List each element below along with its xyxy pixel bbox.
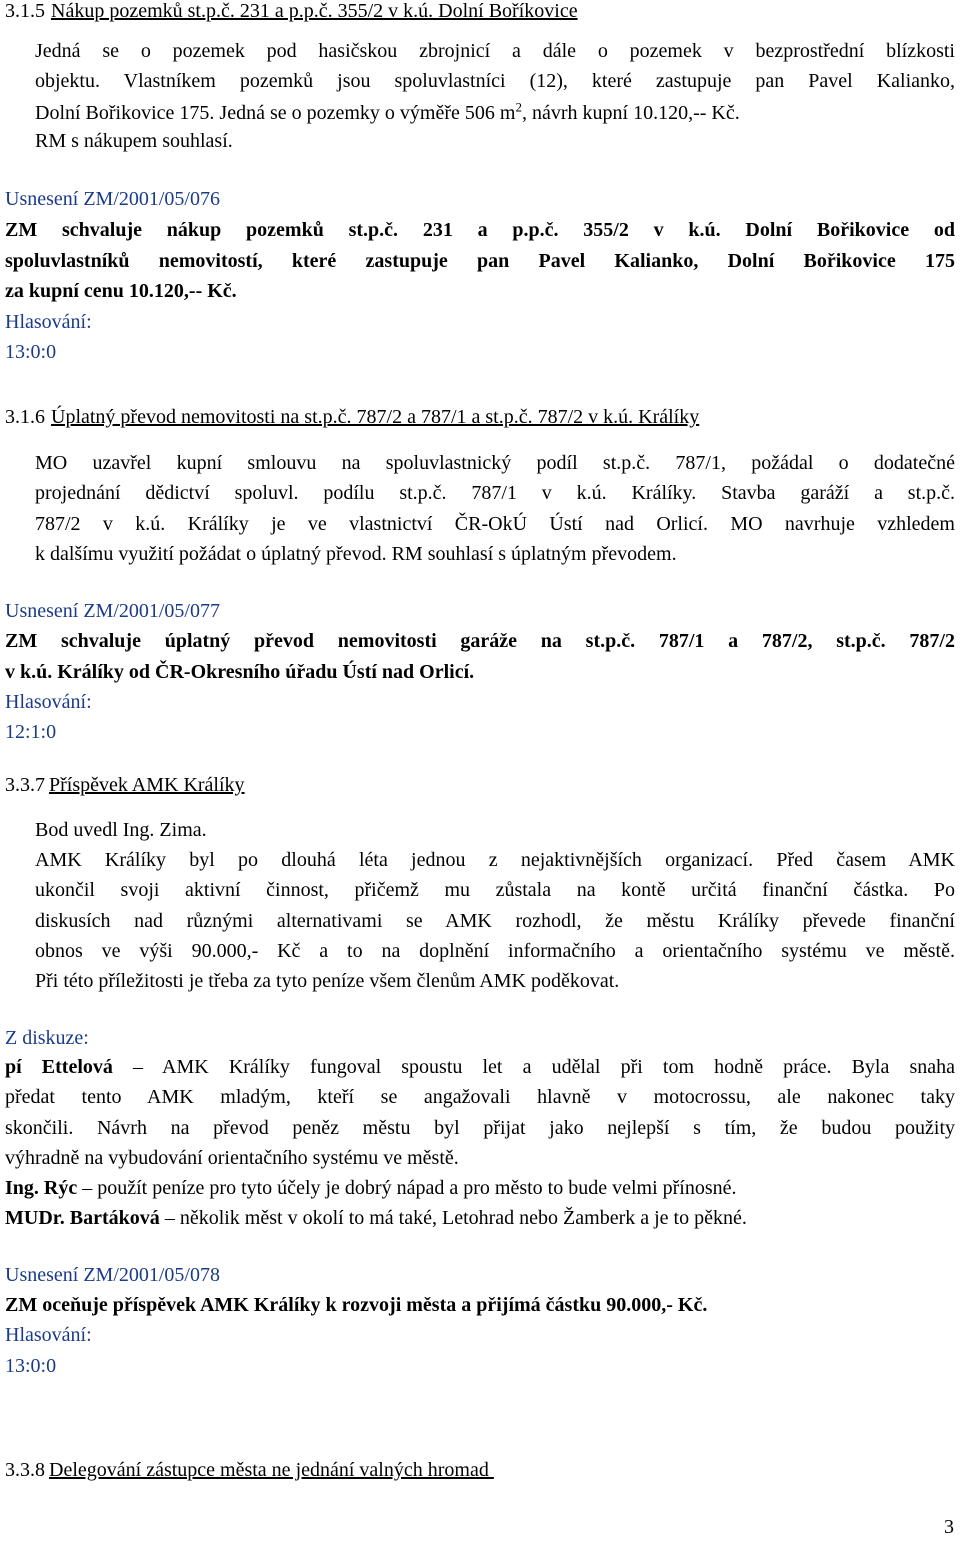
- page-number: 3: [944, 1516, 954, 1538]
- vote-label: Hlasování:: [5, 691, 92, 713]
- paragraph-line: RM s nákupem souhlasí.: [35, 130, 233, 152]
- paragraph-line: projednání dědictví spoluvl. podílu st.p.č. 787/1 v k.ú. Králíky. Stavba garáží a st.p.č.: [35, 482, 955, 504]
- section-title: Nákup pozemků st.p.č. 231 a p.p.č. 355/2 v k.ú. Dolní Boříkovice: [51, 0, 578, 22]
- vote-result: 13:0:0: [5, 1355, 57, 1377]
- resolution-text: v k.ú. Králíky od ČR-Okresního úřadu Ústí nad Orlicí.: [5, 661, 475, 683]
- resolution-text: ZM schvaluje úplatný převod nemovitosti garáže na st.p.č. 787/1 a 787/2, st.p.č. 787/2: [5, 630, 955, 652]
- resolution-label: Usnesení ZM/2001/05/076: [5, 188, 220, 210]
- section-heading-3-3-7: [5, 770, 245, 800]
- paragraph-line: MO uzavřel kupní smlouvu na spoluvlastnický podíl st.p.č. 787/1, požádal o dodatečné: [35, 452, 955, 474]
- speaker-name: MUDr. Bartáková: [5, 1207, 160, 1229]
- resolution-text: spoluvlastníků nemovitostí, které zastupuje pan Pavel Kalianko, Dolní Bořikovice 175: [5, 250, 955, 272]
- discussion-line: pí Ettelová – AMK Králíky fungoval spoustu let a udělal při tom hodně práce. Byla snaha: [5, 1056, 956, 1078]
- paragraph-line: ukončil svoji aktivní činnost, přičemž mu zůstala na kontě určitá finanční částka. Po: [35, 879, 955, 901]
- section-number: 3.3.7: [5, 774, 45, 796]
- section-number: 3.1.6: [5, 406, 45, 428]
- paragraph-line: obnos ve výši 90.000,- Kč a to na doplnění informačního a orientačního systému ve městě.: [35, 940, 955, 962]
- discussion-line: výhradně na vybudování orientačního systému ve městě.: [5, 1147, 459, 1169]
- resolution-label: Usnesení ZM/2001/05/077: [5, 600, 220, 622]
- resolution-text: za kupní cenu 10.120,-- Kč.: [5, 280, 237, 302]
- section-title: Úplatný převod nemovitosti na st.p.č. 787/2 a 787/1 a st.p.č. 787/2 v k.ú. Králíky: [51, 406, 700, 428]
- section-heading-3-1-5: [5, 0, 578, 26]
- paragraph-line: AMK Králíky byl po dlouhá léta jednou z nejaktivnějších organizací. Před časem AMK: [35, 849, 955, 871]
- resolution-text: ZM schvaluje nákup pozemků st.p.č. 231 a p.p.č. 355/2 v k.ú. Dolní Bořikovice od: [5, 219, 955, 241]
- section-number: 3.3.8: [5, 1459, 45, 1481]
- discussion-label: Z diskuze:: [5, 1027, 89, 1049]
- section-title: Příspěvek AMK Králíky: [49, 774, 245, 796]
- section-title: Delegování zástupce města ne jednání valných hromad: [49, 1459, 494, 1481]
- section-number: 3.1.5: [5, 0, 45, 22]
- discussion-line: skončili. Návrh na převod peněz městu byl přijat jako nejlepší s tím, že budou použity: [5, 1117, 955, 1139]
- paragraph-line: k dalšímu využití požádat o úplatný převod. RM souhlasí s úplatným převodem.: [35, 543, 677, 565]
- paragraph-line: Při této příležitosti je třeba za tyto peníze všem členům AMK poděkovat.: [35, 970, 620, 992]
- paragraph-line: objektu. Vlastníkem pozemků jsou spoluvlastníci (12), které zastupuje pan Pavel Kalianko,: [35, 70, 955, 92]
- vote-label: Hlasování:: [5, 1324, 92, 1346]
- discussion-line: Ing. Rýc – použít peníze pro tyto účely je dobrý nápad a pro město to bude velmi přínosné.: [5, 1177, 737, 1199]
- paragraph-line: Jedná se o pozemek pod hasičskou zbrojnicí a dále o pozemek v bezprostřední blízkosti: [35, 40, 955, 62]
- paragraph-line: diskusích nad různými alternativami se AMK rozhodl, že městu Králíky převede finanční: [35, 910, 955, 932]
- section-heading-3-3-8: [5, 1455, 494, 1485]
- section-heading-3-1-6: [5, 402, 699, 432]
- vote-result: 12:1:0: [5, 721, 57, 743]
- speaker-name: pí Ettelová: [5, 1056, 113, 1078]
- paragraph-line: 787/2 v k.ú. Králíky je ve vlastnictví ČR-OkÚ Ústí nad Orlicí. MO navrhuje vzhledem: [35, 513, 955, 535]
- speaker-name: Ing. Rýc: [5, 1177, 78, 1199]
- intro-line: Bod uvedl Ing. Zima.: [35, 819, 207, 841]
- vote-label: Hlasování:: [5, 311, 92, 333]
- vote-result: 13:0:0: [5, 341, 57, 363]
- discussion-line: MUDr. Bartáková – několik měst v okolí to má také, Letohrad nebo Žamberk a je to pěkné.: [5, 1207, 747, 1229]
- discussion-line: předat tento AMK mladým, kteří se angažovali hlavně v motocrossu, ale nakonec taky: [5, 1086, 955, 1108]
- resolution-label: Usnesení ZM/2001/05/078: [5, 1264, 220, 1286]
- paragraph-line: Dolní Bořikovice 175. Jedná se o pozemky o výměře 506 $m^2$, návrh kupní 10.120,-- Kč.: [35, 99, 740, 124]
- resolution-text: ZM oceňuje příspěvek AMK Králíky k rozvoji města a přijímá částku 90.000,- Kč.: [5, 1294, 708, 1316]
